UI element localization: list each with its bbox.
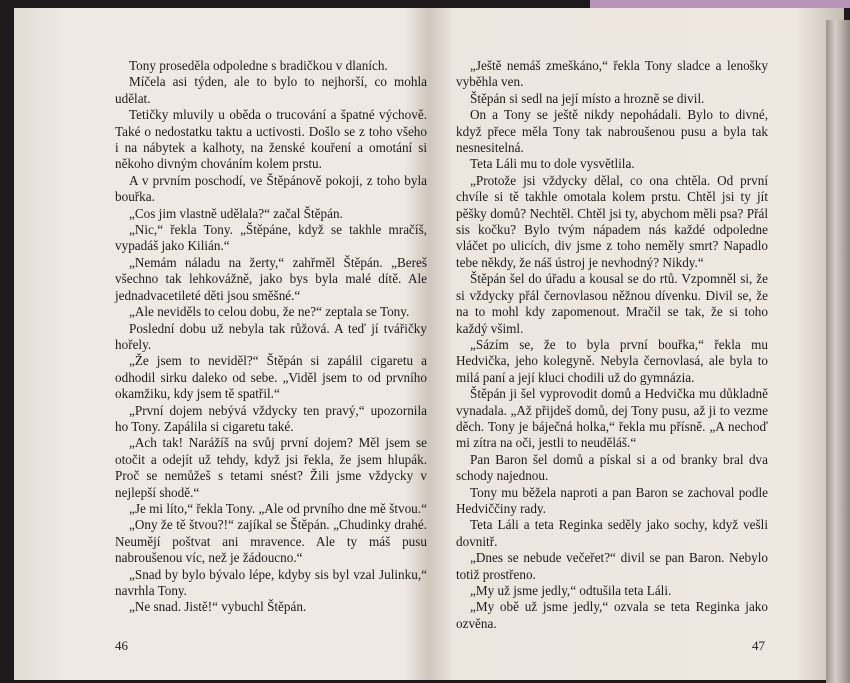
paragraph: „Ne snad. Jistě!“ vybuchl Štěpán.	[129, 599, 307, 615]
left-page-text	[115, 58, 427, 616]
book-page-edge	[826, 20, 850, 683]
paragraph: „Snad by bylo bývalo lépe, kdyby sis byl vzal Julinku,“ navrhla Tony.	[115, 566, 427, 598]
background-strip	[590, 0, 850, 8]
paragraph: Štěpán si sedl na její místo a hrozně se divil.	[470, 90, 705, 106]
paragraph: „První dojem nebývá vždycky ten pravý,“ upozornila ho Tony. Zapálila si cigaretu také.	[115, 402, 427, 434]
paragraph: „Ale neviděls to celou dobu, že ne?“ zeptala se Tony.	[129, 304, 410, 320]
paragraph: Tetičky mluvily u oběda o trucování a špatné výchově. Také o nedostatku taktu a uctivosti. Došlo se z toho všeho i na nábytek a kalhoty, na ženské kouření a omotání si někoho divným chováním kolem prstu.	[115, 107, 427, 172]
paragraph: „Ony že tě štvou?!“ zajíkal se Štěpán. „Chudinky drahé. Neumějí poštvat ani mravence. Ale ty máš pusu nabroušenou víc, než je žádoucno.“	[115, 517, 427, 566]
page-number-left: 46	[115, 638, 128, 653]
paragraph: „Nemám náladu na žerty,“ zahřměl Štěpán. „Bereš všechno tak lehkovážně, jako bys byla malé dítě. Ale jednadvacetileté děti jsou směšné.“	[115, 254, 427, 303]
right-page-text	[456, 58, 768, 632]
paragraph: „Dnes se nebude večeřet?“ divil se pan Baron. Nebylo totiž prostřeno.	[456, 550, 768, 582]
paragraph: „Nic,“ řekla Tony. „Štěpáne, když se takhle mračíš, vypadáš jako Kilián.“	[115, 222, 427, 254]
paragraph: A v prvním poschodí, ve Štěpánově pokoji, z toho byla bouřka.	[115, 172, 427, 205]
paragraph: Poslední dobu už nebyla tak růžová. A teď jí tvářičky hořely.	[115, 320, 427, 352]
paragraph: „Ještě nemáš zmeškáno,“ řekla Tony sladce a lenošky vyběhla ven.	[456, 58, 768, 90]
paragraph: „Sázím se, že to byla první bouřka,“ řekla mu Hedvička, jeho kolegyně. Nebyla černovlasá, ale byla to milá paní a její kluci chodili už do gymnázia.	[456, 336, 768, 385]
paragraph: „Ach tak! Narážíš na svůj první dojem? Měl jsem se otočit a odejít už tehdy, když jsi řekla, že jsem hlupák. Proč se nemůžeš s tetami snést? Žili jsme vždycky v nejlepší shodě.“	[115, 435, 427, 500]
paragraph: Pan Baron šel domů a pískal si a od branky bral dva schody najednou.	[456, 451, 768, 484]
paragraph: „Protože jsi vždycky dělal, co ona chtěla. Od první chvíle si tě takhle omotala kolem prstu. Chtěl jsi ty jít pěšky domů? Nechtěl. Chtěl jsi ty, abychom měli psa? Přál sis kočku? Bylo tvým nápadem nás každé odpoledne vláčet po ulicích, div jsme z toho neměly smrt? Napadlo tebe někdy, že náš ústroj je nevhodný? Nikdy.“	[456, 172, 768, 270]
paragraph: „Cos jim vlastně udělala?“ začal Štěpán.	[129, 205, 343, 221]
paragraph: „Je mi líto,“ řekla Tony. „Ale od prvního dne mě štvou.“	[129, 500, 427, 516]
page-number-right: 47	[752, 638, 765, 653]
paragraph: „Že jsem to neviděl?“ Štěpán si zapálil cigaretu a odhodil sirku daleko od sebe. „Viděl jsem to od prvního okamžiku, kdy jsem tě spatřil.“	[115, 353, 427, 402]
paragraph: Tony mu běžela naproti a pan Baron se zachoval podle Hedviččiny rady.	[456, 484, 768, 516]
paragraph: Štěpán ji šel vyprovodit domů a Hedvička mu důkladně vynadala. „Až přijdeš domů, dej Tony pusu, až ji to vezme děch. Tony je báječná holka,“ řekla mu přísně. „A nechoď mi zítra na oči, jestli to neuděláš.“	[456, 386, 768, 451]
paragraph: „My obě už jsme jedly,“ ozvala se teta Reginka jako ozvěna.	[456, 599, 768, 631]
paragraph: On a Tony se ještě nikdy nepohádali. Bylo to divné, když přece měla Tony tak nabroušenou pusu a byla tak nesnesitelná.	[456, 107, 768, 156]
paragraph: „My už jsme jedly,“ odtušila teta Láli.	[470, 583, 672, 598]
paragraph: Tony proseděla odpoledne s bradičkou v dlaních.	[129, 58, 388, 73]
paragraph: Teta Láli mu to dole vysvětlila.	[470, 156, 635, 172]
paragraph: Štěpán šel do úřadu a kousal se do rtů. Vzpomněl si, že si vždycky přál černovlasou něžnou dívenku. Divil se, že na to mohl kdy zapomenout. Mračil se tak, že si toho každý všiml.	[456, 271, 768, 336]
paragraph: Teta Láli a teta Reginka seděly jako sochy, když vešli dovnitř.	[456, 517, 768, 549]
paragraph: Míčela asi týden, ale to bylo to nejhorší, co mohla udělat.	[115, 74, 427, 106]
